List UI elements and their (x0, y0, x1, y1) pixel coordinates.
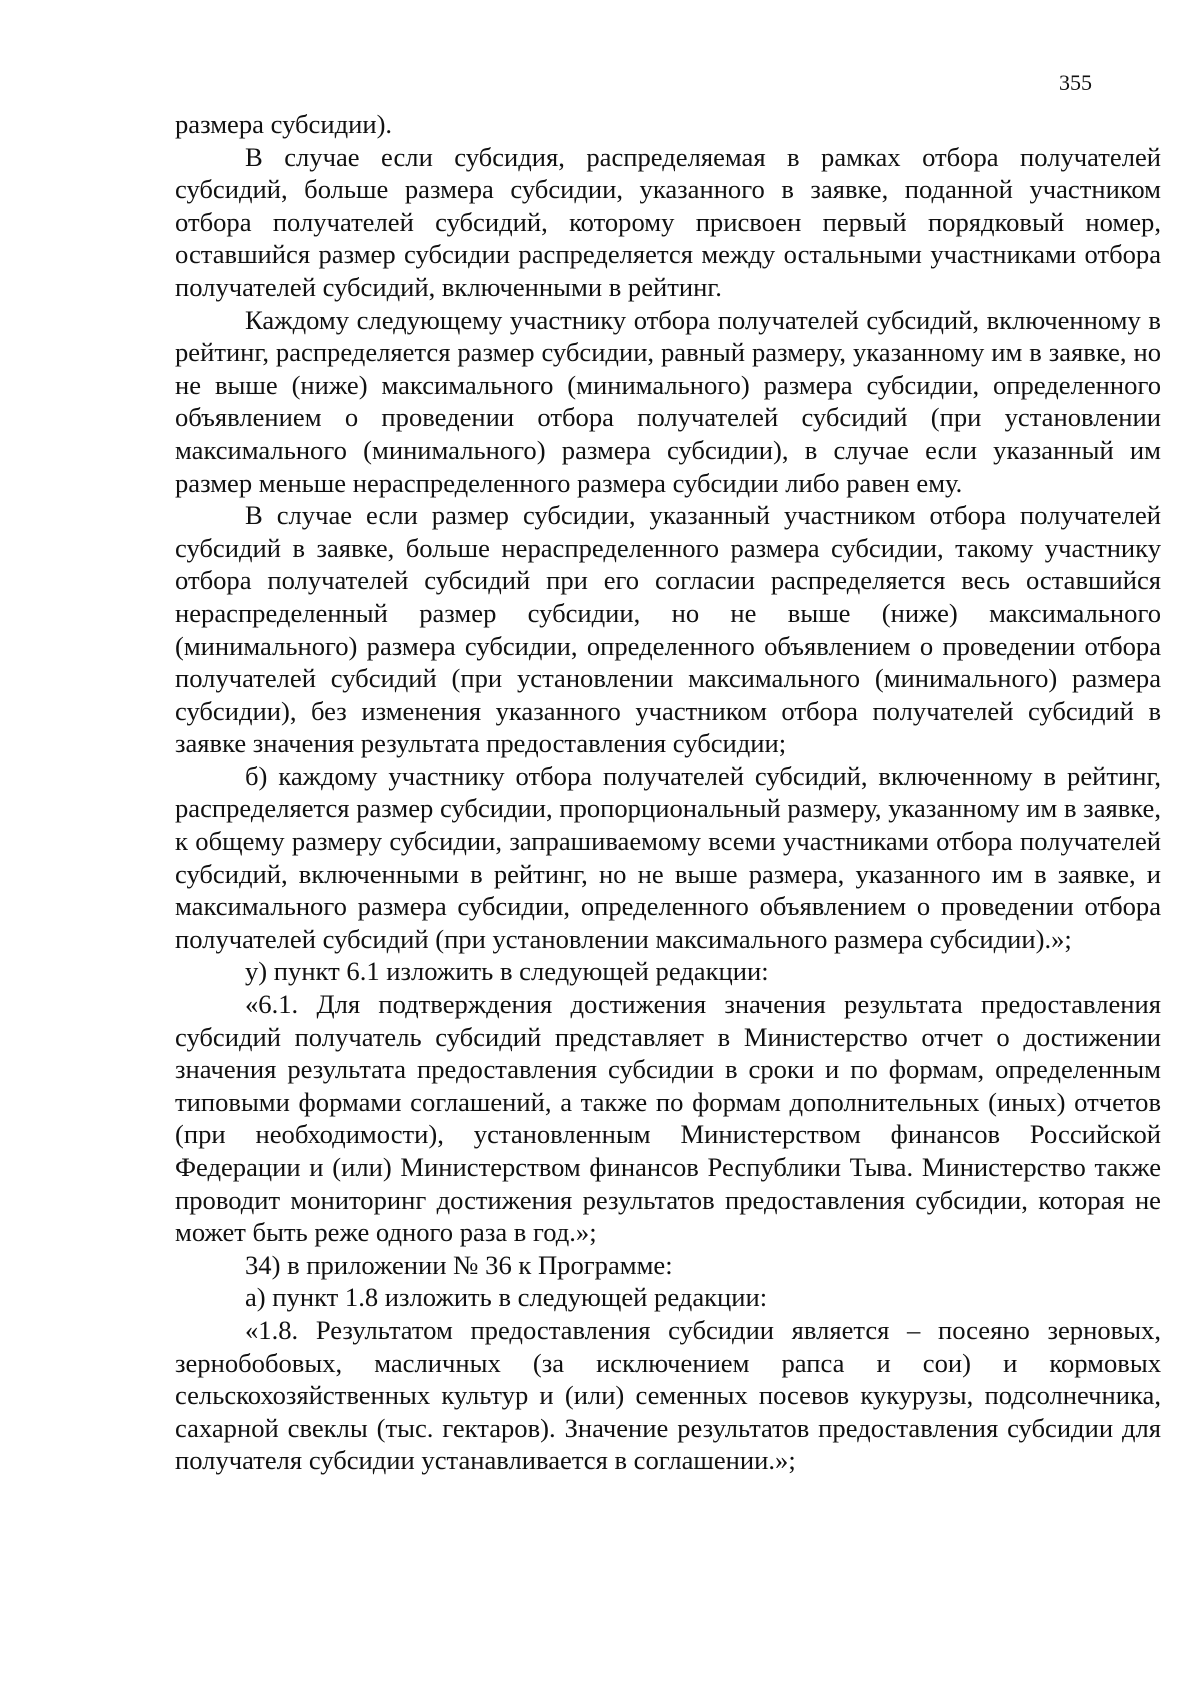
paragraph-7: «6.1. Для подтверждения достижения значения результата предоставления субсидий получатель субсидий представляет в Министерство отчет о достижении значения результата предоставления субсидии в сроки и по формам, определенным типовыми формами соглашений, а также по формам дополнительных (иных) отчетов (при необходимости), установленным Министерством финансов Российской Федерации и (или) Министерством финансов Республики Тыва. Министерство также проводит мониторинг достижения результатов предоставления субсидии, которая не может быть реже одного раза в год.»; (175, 989, 1161, 1248)
paragraph-1: размера субсидии). (175, 109, 393, 139)
paragraph-10: «1.8. Результатом предоставления субсидии является – посеяно зерновых, зернобобовых, масличных (за исключением рапса и сои) и кормовых сельскохозяйственных культур и (или) семенных посевов кукурузы, подсолнечника, сахарной свеклы (тыс. гектаров). Значение результатов предоставления субсидии для получателя субсидии устанавливается в соглашении.»; (175, 1314, 1161, 1476)
paragraph-8: 34) в приложении № 36 к Программе: (245, 1249, 673, 1280)
paragraph-2: В случае если субсидия, распределяемая в рамках отбора получателей субсидий, больше размера субсидии, указанного в заявке, поданной участником отбора получателей субсидий, которому присвоен первый порядковый номер, оставшийся размер субсидии распределяется между остальными участниками отбора получателей субсидий, включенными в рейтинг. (175, 141, 1161, 302)
paragraph-5: б) каждому участнику отбора получателей субсидий, включенному в рейтинг, распределяется размер субсидии, пропорциональный размеру, указанному им в заявке, к общему размеру субсидии, запрашиваемому всеми участниками отбора получателей субсидий, включенными в рейтинг, но не выше размера, указанного им в заявке, и максимального размера субсидии, определенного объявлением о проведении отбора получателей субсидий (при установлении максимального размера субсидии).»; (175, 760, 1161, 954)
document-body (175, 108, 1161, 1477)
paragraph-9: а) пункт 1.8 изложить в следующей редакции: (245, 1282, 768, 1313)
paragraph-4: В случае если размер субсидии, указанный участником отбора получателей субсидий в заявке, больше нераспределенного размера субсидии, такому участнику отбора получателей субсидий при его согласии распределяется весь оставшийся нераспределенный размер субсидии, но не выше (ниже) максимального (минимального) размера субсидии, определенного объявлением о проведении отбора получателей субсидий (при установлении максимального (минимального) размера субсидии), без изменения указанного участником отбора получателей субсидий в заявке значения результата предоставления субсидии; (175, 500, 1161, 759)
paragraph-6: у) пункт 6.1 изложить в следующей редакции: (245, 956, 769, 987)
page-number: 355 (1059, 70, 1092, 95)
paragraph-3: Каждому следующему участнику отбора получателей субсидий, включенному в рейтинг, распределяется размер субсидии, равный размеру, указанному им в заявке, но не выше (ниже) максимального (минимального) размера субсидии, определенного объявлением о проведении отбора получателей субсидий (при установлении максимального (минимального) размера субсидии), в случае если указанный им размер меньше нераспределенного размера субсидии либо равен ему. (175, 304, 1161, 498)
